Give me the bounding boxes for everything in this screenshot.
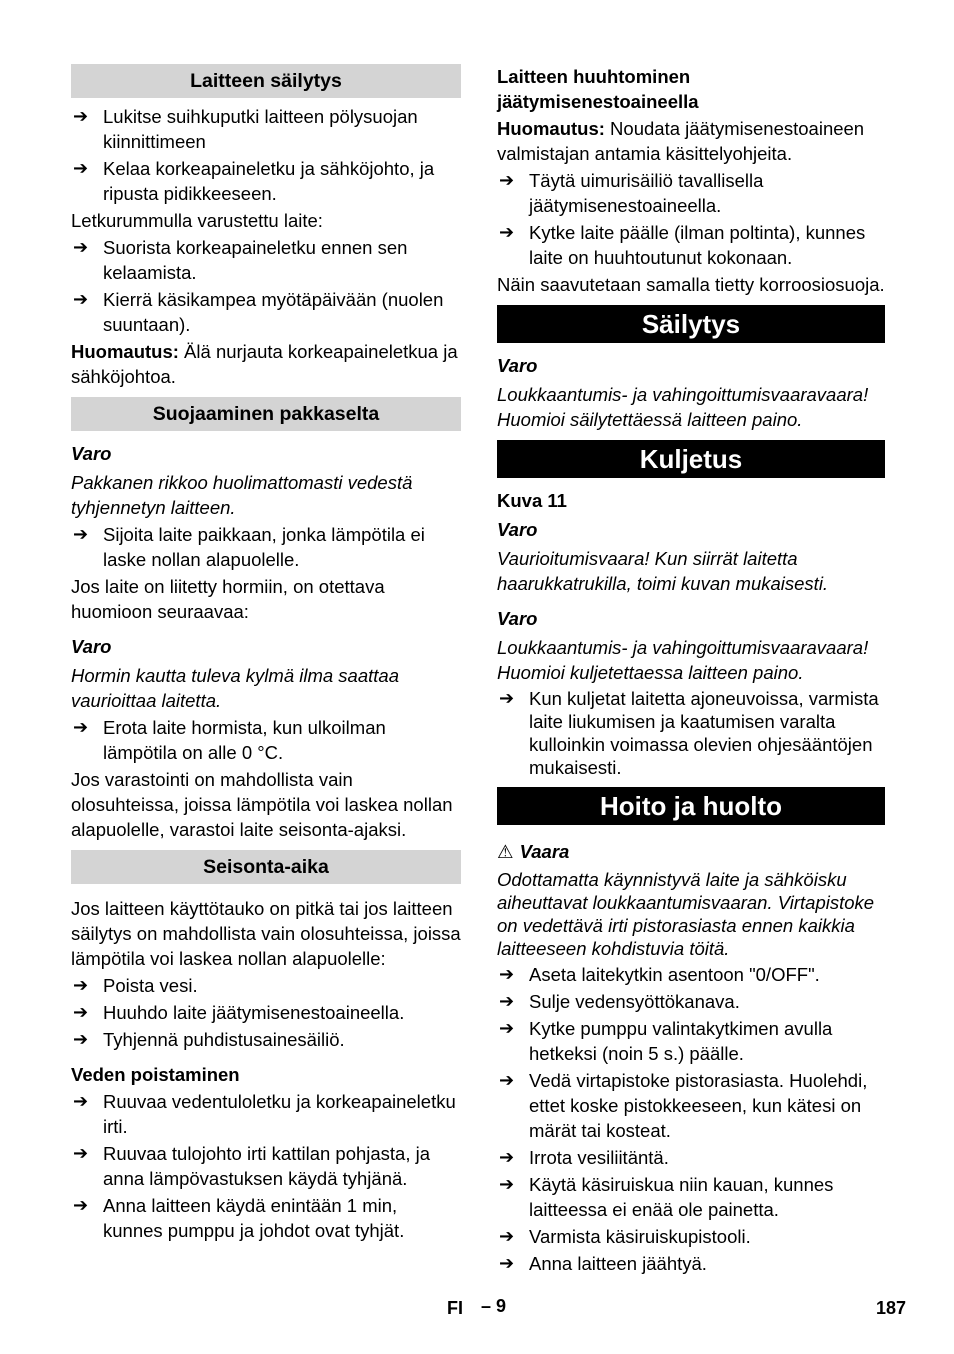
caution-label: Varo xyxy=(71,636,112,657)
list-item: ➔ Vedä virtapistoke pistorasiasta. Huolehdi, ettet koske pistokkeeseen, kun kätesi on märät tai kosteat. xyxy=(499,1070,868,1141)
arrow-right-icon: ➔ xyxy=(499,1226,515,1246)
note: Huomautus: Älä nurjauta korkeapaineletkua ja sähköjohtoa. xyxy=(71,341,458,387)
section-heading-laitteen-sailytys: Laitteen säilytys xyxy=(71,64,461,98)
note: Huomautus: Noudata jäätymisenestoaineen valmistajan antamia käsittelyohjeita. xyxy=(497,118,865,164)
list-item: ➔ Anna laitteen käydä enintään 1 min, kunnes pumppu ja johdot ovat tyhjät. xyxy=(73,1195,405,1241)
caution-label: Varo xyxy=(497,608,538,629)
subheading: Veden poistaminen xyxy=(71,1064,240,1085)
arrow-right-icon: ➔ xyxy=(73,1091,89,1111)
list-item: ➔ Kytke laite päälle (ilman poltinta), kunnes laite on huuhtoutunut kokonaan. xyxy=(499,222,866,268)
arrow-right-icon: ➔ xyxy=(73,289,89,309)
arrow-right-icon: ➔ xyxy=(73,106,89,126)
arrow-right-icon: ➔ xyxy=(499,1253,515,1273)
page-number: 187 xyxy=(876,1298,907,1318)
paragraph: Jos varastointi on mahdollista vain olosuhteissa, joissa lämpötila voi laskea nollan alapuolelle, varastoi laite seisonta-ajaksi. xyxy=(71,769,453,840)
arrow-right-icon: ➔ xyxy=(73,1195,89,1215)
arrow-right-icon: ➔ xyxy=(499,1070,515,1090)
list-item: ➔ Aseta laitekytkin asentoon "0/OFF". xyxy=(499,964,820,985)
list-item: ➔ Käytä käsiruiskua niin kauan, kunnes laitteessa ei enää ole painetta. xyxy=(499,1174,834,1220)
arrow-right-icon: ➔ xyxy=(499,170,515,190)
paragraph: Jos laitteen käyttötauko on pitkä tai jos laitteen säilytys on mahdollista vain olosuhteissa, joissa lämpötila voi laskea nollan alapuolelle: xyxy=(71,898,461,969)
list-item: ➔ Anna laitteen jäähtyä. xyxy=(499,1253,707,1274)
arrow-right-icon: ➔ xyxy=(73,237,89,257)
caution-text: Loukkaantumis- ja vahingoittumisvaaravaara! Huomioi kuljetettaessa laitteen paino. xyxy=(497,637,869,683)
list-item: ➔ Ruuvaa tulojohto irti kattilan pohjasta, ja anna lämpövastuksen käydä tyhjänä. xyxy=(73,1143,431,1189)
list-item: ➔ Kytke pumppu valintakytkimen avulla hetkeksi (noin 5 s.) päälle. xyxy=(499,1018,833,1064)
arrow-right-icon: ➔ xyxy=(499,991,515,1011)
list-item: ➔ Lukitse suihkuputki laitteen pölysuojan kiinnittimeen xyxy=(73,106,418,152)
warning-triangle-icon: ⚠ xyxy=(497,841,514,862)
list-item: ➔ Täytä uimurisäiliö tavallisella jäätymisenestoaineella. xyxy=(499,170,764,216)
arrow-right-icon: ➔ xyxy=(73,717,89,737)
section-heading-seisonta-aika: Seisonta-aika xyxy=(71,850,461,884)
right-column xyxy=(497,64,885,1278)
subheading: Laitteen huuhtominen jäätymisenestoaineella xyxy=(497,66,699,112)
paragraph: Jos laite on liitetty hormiin, on otettava huomioon seuraavaa: xyxy=(71,576,385,622)
footer-language: FI xyxy=(447,1298,463,1318)
arrow-right-icon: ➔ xyxy=(73,975,89,995)
arrow-right-icon: ➔ xyxy=(499,1174,515,1194)
arrow-right-icon: ➔ xyxy=(499,1147,515,1167)
list-item: ➔ Huuhdo laite jäätymisenestoaineella. xyxy=(73,1002,405,1023)
arrow-right-icon: ➔ xyxy=(73,1002,89,1022)
caution-text: Hormin kautta tuleva kylmä ilma saattaa vaurioittaa laitetta. xyxy=(71,665,399,711)
list-item: ➔ Sijoita laite paikkaan, jonka lämpötila ei laske nollan alapuolelle. xyxy=(73,524,425,570)
arrow-right-icon: ➔ xyxy=(73,158,89,178)
arrow-right-icon: ➔ xyxy=(499,964,515,984)
caution-text: Pakkanen rikkoo huolimattomasti vedestä tyhjennetyn laitteen. xyxy=(71,472,413,518)
arrow-right-icon: ➔ xyxy=(499,1018,515,1038)
footer-section-page: – 9 xyxy=(481,1296,507,1316)
danger-label: ⚠ Vaara xyxy=(497,841,570,862)
list-item: ➔ Sulje vedensyöttökanava. xyxy=(499,991,740,1012)
list-item: ➔ Varmista käsiruiskupistooli. xyxy=(499,1226,751,1247)
list-item: ➔ Erota laite hormista, kun ulkoilman lämpötila on alle 0 °C. xyxy=(73,717,386,763)
figure-reference: Kuva 11 xyxy=(497,490,567,511)
arrow-right-icon: ➔ xyxy=(73,1143,89,1163)
list-item: ➔ Suorista korkeapaineletku ennen sen kelaamista. xyxy=(73,237,408,283)
section-heading-suojaaminen-pakkaselta: Suojaaminen pakkaselta xyxy=(71,397,461,431)
list-item: ➔ Poista vesi. xyxy=(73,975,198,996)
section-heading-kuljetus: Kuljetus xyxy=(497,440,885,478)
list-item: ➔ Kun kuljetat laitetta ajoneuvoissa, varmista laite liukumisen ja kaatumisen varalta kulloinkin voimassa olevien ohjesääntöjen mukaisesti. xyxy=(499,688,879,778)
arrow-right-icon: ➔ xyxy=(499,688,515,708)
caution-text: Vaurioitumisvaara! Kun siirrät laitetta haarukkatrukilla, toimi kuvan mukaisesti. xyxy=(497,548,829,594)
left-column xyxy=(71,64,461,1245)
section-heading-sailytys: Säilytys xyxy=(497,305,885,343)
arrow-right-icon: ➔ xyxy=(73,1029,89,1049)
caution-label: Varo xyxy=(71,443,112,464)
list-item: ➔ Kierrä käsikampea myötäpäivään (nuolen suuntaan). xyxy=(73,289,444,335)
list-item: ➔ Kelaa korkeapaineletku ja sähköjohto, ja ripusta pidikkeeseen. xyxy=(73,158,435,204)
caution-label: Varo xyxy=(497,355,538,376)
caution-text: Loukkaantumis- ja vahingoittumisvaaravaara! Huomioi säilytettäessä laitteen paino. xyxy=(497,384,869,430)
arrow-right-icon: ➔ xyxy=(73,524,89,544)
paragraph: Näin saavutetaan samalla tietty korroosiosuoja. xyxy=(497,274,885,295)
list-item: ➔ Irrota vesiliitäntä. xyxy=(499,1147,669,1168)
paragraph: Letkurummulla varustettu laite: xyxy=(71,210,323,231)
danger-text: Odottamatta käynnistyvä laite ja sähköisku aiheuttavat loukkaantumisvaaran. Virtapistoke on vedettävä irti pistorasiasta ennen kaikkia laitteeseen kohdistuvia töitä. xyxy=(497,869,875,959)
list-item: ➔ Tyhjennä puhdistusainesäiliö. xyxy=(73,1029,345,1050)
list-item: ➔ Ruuvaa vedentuloletku ja korkeapaineletku irti. xyxy=(73,1091,456,1137)
section-heading-hoito-ja-huolto: Hoito ja huolto xyxy=(497,787,885,825)
arrow-right-icon: ➔ xyxy=(499,222,515,242)
caution-label: Varo xyxy=(497,519,538,540)
